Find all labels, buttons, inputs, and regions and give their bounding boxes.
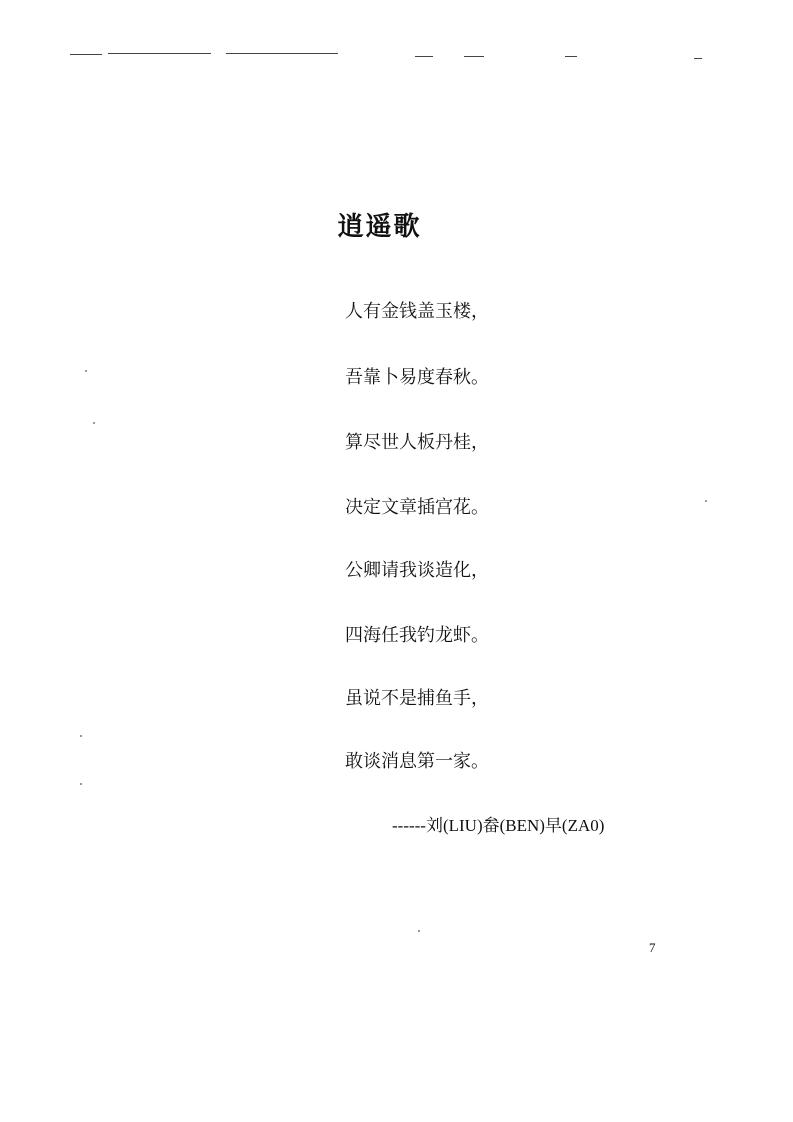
- scan-line-artifact: [70, 54, 102, 55]
- poem-line: 吾靠卜易度春秋。: [345, 367, 489, 388]
- scan-line-artifact: [108, 53, 211, 54]
- author-attribution: ------刘(LIU)畚(BEN)早(ZA0): [392, 816, 605, 835]
- scan-speck: [85, 370, 87, 372]
- poem-line: 虽说不是捕鱼手，: [345, 688, 489, 709]
- poem-title: 逍遥歌: [337, 212, 422, 242]
- poem-line: 人有金钱盖玉楼，: [345, 301, 489, 322]
- scan-speck: [418, 930, 420, 932]
- poem-line: 算尽世人板丹桂，: [345, 432, 489, 453]
- poem-line: 决定文章插宫花。: [345, 497, 489, 518]
- scan-speck: [80, 735, 82, 737]
- scan-line-artifact: [226, 53, 338, 54]
- scan-line-artifact: [565, 56, 577, 57]
- scan-speck: [705, 500, 707, 502]
- scan-line-artifact: [464, 56, 484, 57]
- poem-line: 敢谈消息第一家。: [345, 751, 489, 772]
- scan-line-artifact: [694, 58, 702, 59]
- scan-speck: [80, 783, 82, 785]
- scan-speck: [93, 422, 95, 424]
- poem-line: 公卿请我谈造化，: [345, 560, 489, 581]
- scan-line-artifact: [415, 56, 433, 57]
- page-number: 7: [649, 940, 656, 955]
- poem-line: 四海任我钓龙虾。: [345, 625, 489, 646]
